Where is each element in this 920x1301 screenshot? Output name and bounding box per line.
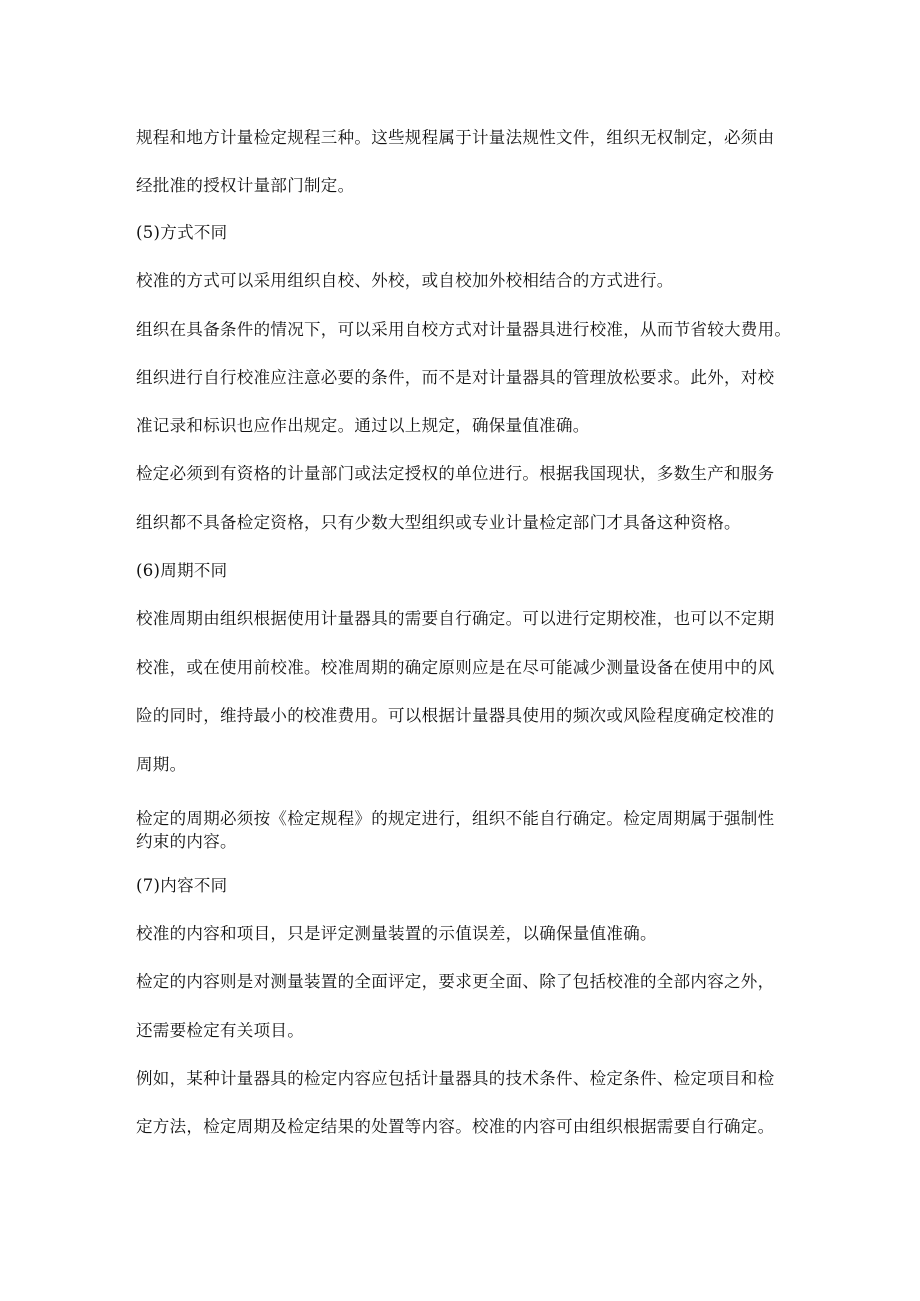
text-line: 组织在具备条件的情况下，可以采用自校方式对计量器具进行校准，从而节省较大费用。 — [136, 320, 792, 339]
text-line: 校准的方式可以采用组织自校、外校，或自校加外校相结合的方式进行。 — [136, 271, 674, 290]
text-line: 还需要检定有关项目。 — [136, 1021, 304, 1040]
text-line: 检定的内容则是对测量装置的全面评定，要求更全面、除了包括校准的全部内容之外， — [136, 972, 775, 991]
section-heading: (5)方式不同 — [136, 223, 228, 242]
text-line: 经批准的授权计量部门制定。 — [136, 176, 355, 195]
text-line: 定方法，检定周期及检定结果的处置等内容。校准的内容可由组织根据需要自行确定。 — [136, 1117, 775, 1136]
text-line: 规程和地方计量检定规程三种。这些规程属于计量法规性文件，组织无权制定，必须由 — [136, 128, 775, 147]
text-line: 组织都不具备检定资格，只有少数大型组织或专业计量检定部门才具备这种资格。 — [136, 513, 741, 532]
text-line: 组织进行自行校准应注意必要的条件，而不是对计量器具的管理放松要求。此外，对校 — [136, 368, 775, 387]
text-line: 检定的周期必须按《检定规程》的规定进行，组织不能自行确定。检定周期属于强制性 — [136, 809, 775, 828]
text-line: 校准周期由组织根据使用计量器具的需要自行确定。可以进行定期校准，也可以不定期 — [136, 609, 775, 628]
text-line: 周期。 — [136, 755, 187, 774]
section-heading: (6)周期不同 — [136, 561, 228, 580]
section-heading: (7)内容不同 — [136, 876, 228, 895]
text-line: 例如，某种计量器具的检定内容应包括计量器具的技术条件、检定条件、检定项目和检 — [136, 1069, 775, 1088]
text-line: 检定必须到有资格的计量部门或法定授权的单位进行。根据我国现状，多数生产和服务 — [136, 464, 775, 483]
text-line: 校准的内容和项目，只是评定测量装置的示值误差，以确保量值准确。 — [136, 924, 657, 943]
text-line: 准记录和标识也应作出规定。通过以上规定，确保量值准确。 — [136, 416, 590, 435]
text-line: 约束的内容。 — [136, 832, 237, 851]
text-line: 校准，或在使用前校准。校准周期的确定原则应是在尽可能减少测量设备在使用中的风 — [136, 658, 775, 677]
text-line: 险的同时，维持最小的校准费用。可以根据计量器具使用的频次或风险程度确定校准的 — [136, 706, 775, 725]
